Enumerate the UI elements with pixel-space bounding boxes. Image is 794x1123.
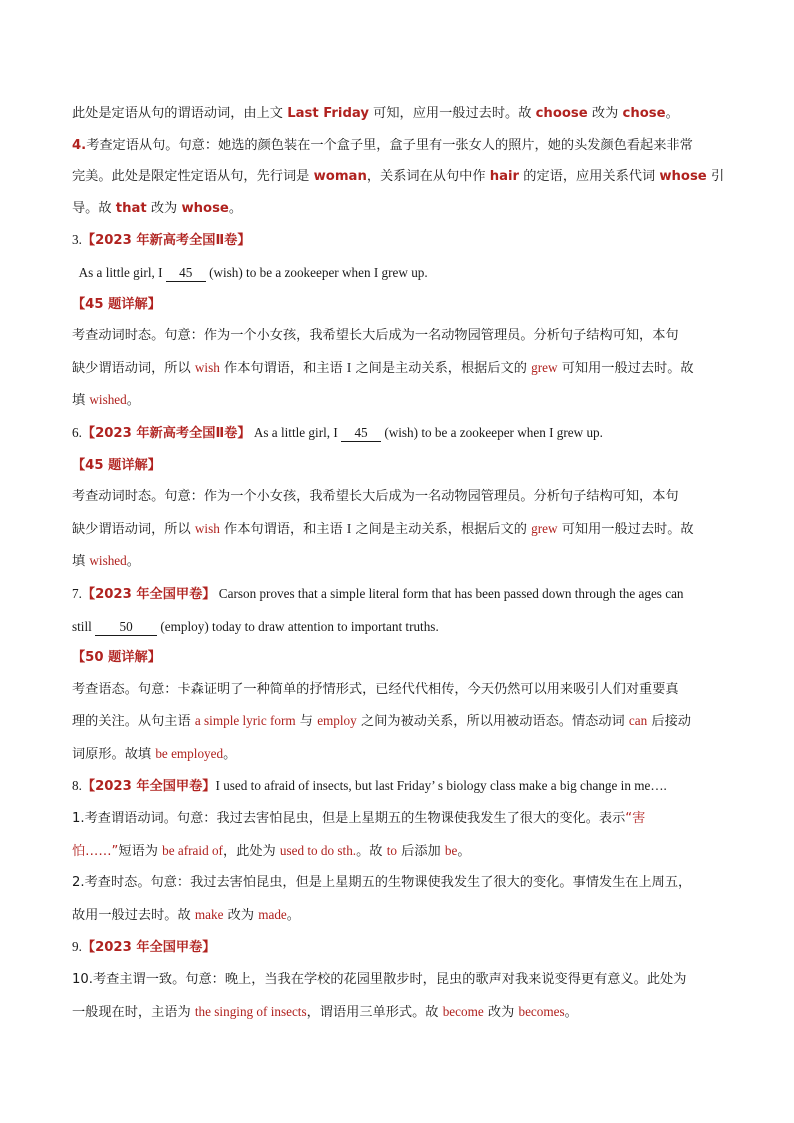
paragraph-line: 4.考查定语从句。句意：她选的颜色装在一个盒子里，盒子里有一张女人的照片，她的头发颜色看起来非常 [72, 137, 693, 153]
highlight-term: chose [622, 106, 666, 121]
question-sentence: still 50 (employ) today to draw attention to important truths. [72, 618, 439, 634]
question-sentence: As a little girl, I 45 (wish) to be a zookeeper when I grew up. [78, 264, 428, 280]
explanation-line: 填 wished。 [72, 553, 140, 570]
question-header: 6.【2023 年新高考全国Ⅱ卷】 As a little girl, I 45 (wish) to be a zookeeper when I grew up. [72, 424, 603, 441]
explanation-line: 故用一般过去时。故 make 改为 made。 [72, 906, 300, 923]
explanation-line: 考查动词时态。句意：作为一个小女孩，我希望长大后成为一名动物园管理员。分析句子结构可知，本句 [72, 489, 679, 505]
question-header: 9.【2023 年全国甲卷】 [72, 939, 216, 956]
explanation-line: 1.考查谓语动词。句意：我过去害怕昆虫，但是上星期五的生物课使我发生了很大的变化。表示“害 [72, 811, 646, 827]
explanation-line: 考查语态。句意：卡森证明了一种简单的抒情形式，已经代代相传，今天仍然可以用来吸引人们对重要真 [72, 681, 679, 697]
question-source: 【2023 年全国甲卷】 [81, 940, 216, 956]
highlight-term: whose [181, 200, 229, 216]
answer-blank: 45 [166, 265, 206, 282]
question-header: 8.【2023 年全国甲卷】I used to afraid of insects, but last Friday’ s biology class make a big change in me…. [72, 778, 667, 795]
paragraph-line: 导。故 that 改为 whose。 [72, 200, 243, 216]
explanation-title: 【50 题详解】 [72, 650, 161, 666]
document-page [72, 98, 732, 1028]
highlight-term: whose [659, 169, 707, 185]
paragraph-line: 完美。此处是限定性定语从句，先行词是 woman，关系词在从句中作 hair 的定语，应用关系代词 whose 引 [72, 169, 725, 185]
highlight-term: that [115, 200, 147, 216]
explanation-line: 2.考查时态。句意：我过去害怕昆虫，但是上星期五的生物课使我发生了很大的变化。事情发生在上周五， [72, 875, 692, 891]
answer-blank: 50 [95, 619, 157, 636]
explanation-line: 填 wished。 [72, 392, 140, 409]
explanation-line: 考查动词时态。句意：作为一个小女孩，我希望长大后成为一名动物园管理员。分析句子结构可知，本句 [72, 328, 679, 344]
explanation-title: 【45 题详解】 [72, 296, 161, 312]
paragraph-line: 此处是定语从句的谓语动词，由上文 Last Friday 可知，应用一般过去时。故 choose 改为 chose。 [72, 106, 679, 121]
question-header: 3.【2023 年新高考全国Ⅱ卷】 [72, 232, 251, 249]
highlight-term: woman [313, 169, 367, 185]
explanation-line: 理的关注。从句主语 a simple lyric form 与 employ 之间为被动关系，所以用被动语态。情态动词 can 后接动 [72, 713, 691, 730]
question-source: 【2023 年新高考全国Ⅱ卷】 [81, 425, 251, 441]
highlight-term: Last Friday [287, 106, 369, 121]
explanation-line: 10.考查主谓一致。句意：晚上，当我在学校的花园里散步时，昆虫的歌声对我来说变得更有意义。此处为 [72, 972, 687, 988]
question-source: 【2023 年新高考全国Ⅱ卷】 [81, 233, 251, 249]
explanation-line: 缺少谓语动词，所以 wish 作本句谓语，和主语 I 之间是主动关系，根据后文的 grew 可知用一般过去时。故 [72, 359, 694, 376]
question-source: 【2023 年全国甲卷】 [81, 586, 216, 602]
explanation-line: 缺少谓语动词，所以 wish 作本句谓语，和主语 I 之间是主动关系，根据后文的 grew 可知用一般过去时。故 [72, 520, 694, 537]
item-number: 4. [72, 137, 87, 153]
explanation-line: 怕……”短语为 be afraid of，此处为 used to do sth.。故 to 后添加 be。 [72, 842, 471, 859]
explanation-line: 一般现在时，主语为 the singing of insects，谓语用三单形式。故 become 改为 becomes。 [72, 1003, 578, 1020]
highlight-term: hair [489, 169, 520, 185]
explanation-title: 【45 题详解】 [72, 457, 161, 473]
highlight-term: choose [535, 106, 588, 121]
explanation-line: 词原形。故填 be employed。 [72, 745, 237, 762]
answer-blank: 45 [341, 425, 381, 442]
question-header: 7.【2023 年全国甲卷】 Carson proves that a simple literal form that has been passed down through the ages can [72, 585, 684, 602]
question-source: 【2023 年全国甲卷】 [81, 779, 216, 795]
